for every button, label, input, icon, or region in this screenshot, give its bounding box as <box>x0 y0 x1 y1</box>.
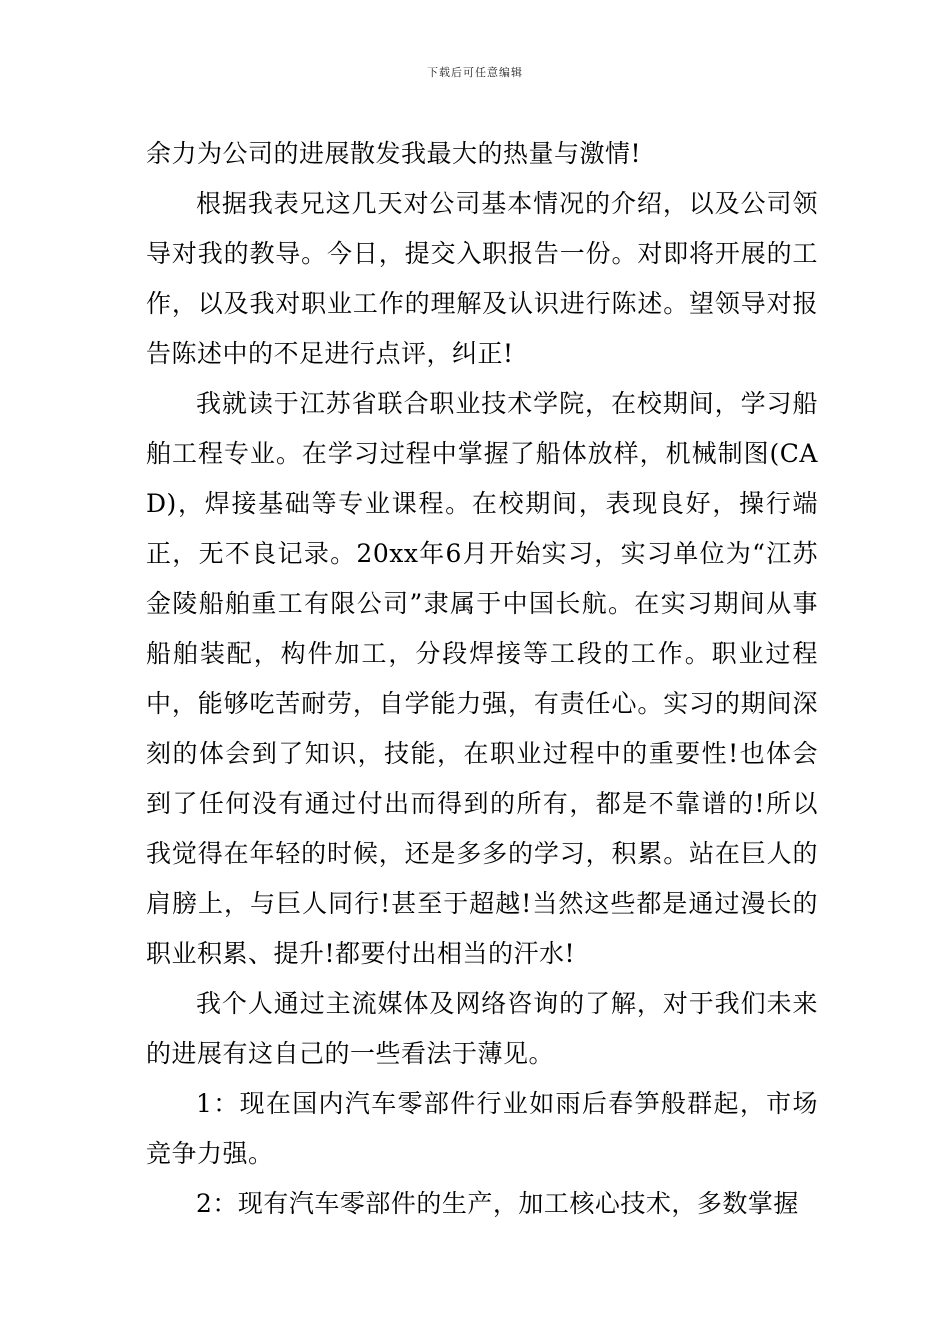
paragraph-2: 根据我表兄这几天对公司基本情况的介绍，以及公司领导对我的教导。今日，提交入职报告一份。对即将开展的工作，以及我对职业工作的理解及认识进行陈述。望领导对报告陈述中的不足进行点评，纠正! <box>146 189 818 368</box>
paragraph-1: 余力为公司的进展散发我最大的热量与激情! <box>146 139 642 168</box>
paragraph-5: 1：现在国内汽车零部件行业如雨后春笋般群起，市场竞争力强。 <box>146 1089 818 1168</box>
paragraph-6: 2：现有汽车零部件的生产，加工核心技术，多数掌握 <box>196 1189 799 1218</box>
paragraph-4: 我个人通过主流媒体及网络咨询的了解，对于我们未来的进展有这自己的一些看法于薄见。 <box>146 989 818 1068</box>
paragraph-3: 我就读于江苏省联合职业技术学院，在校期间，学习船舶工程专业。在学习过程中掌握了船体放样，机械制图(CAD)，焊接基础等专业课程。在校期间，表现良好，操行端正，无不良记录。20xx年6月开始实习，实习单位为“江苏金陵船舶重工有限公司”隶属于中国长航。在实习期间从事船舶装配，构件加工，分段焊接等工段的工作。职业过程中，能够吃苦耐劳，自学能力强，有责任心。实习的期间深刻的体会到了知识，技能，在职业过程中的重要性!也体会到了任何没有通过付出而得到的所有，都是不靠谱的!所以我觉得在年轻的时候，还是多多的学习，积累。站在巨人的肩膀上，与巨人同行!甚至于超越!当然这些都是通过漫长的职业积累、提升!都要付出相当的汗水! <box>146 389 818 968</box>
document-body <box>146 129 818 1229</box>
page-header: 下载后可任意编辑 <box>427 66 523 79</box>
